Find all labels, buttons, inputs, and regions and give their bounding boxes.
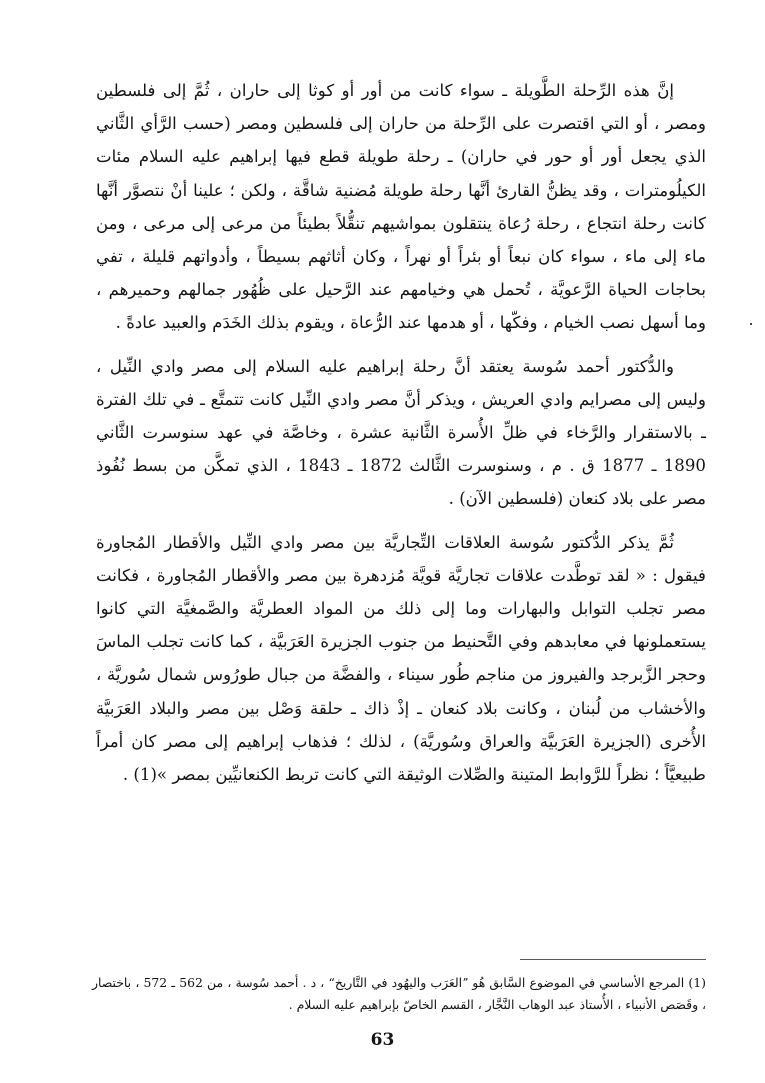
paragraph-1: إنَّ هذه الرِّحلة الطَّويلة ـ سواء كانت من أور أو كوثا إلى حاران ، ثُمَّ إلى فلسطين ومصر ، أو التي اقتصرت على الرِّحلة من حاران إلى فلسطين ومصر (حسب الرَّأي الثَّاني الذي يجعل أور أو حور في حاران) ـ رحلة طويلة قطع فيها إبراهيم عليه السلام مئات الكيلُومترات ، وقد يظنُّ القارئ أنَّها رحلة طويلة مُضنية شاقَّة ، ولكن ؛ علينا أنْ نتصوَّر أنَّها كانت رحلة انتجاع ، رحلة رُعاة ينتقلون بمواشيهم تنقُّلاً بطيئاً من مرعى إلى مرعى ، ومن ماء إلى ماء ، سواء كان نبعاً أو بئراً أو نهراً ، وكان أثاثهم بسيطاً ، وأدواتهم قليلة ، تفي بحاجات الحياة الرَّعويَّة ، تُحمل هي وخيامهم عند الرَّحيل على ظُهُور جمالهم وحميرهم ، وما أسهل نصب الخيام ، وفكّها ، أو هدمها عند الرُّعاة ، ويقوم بذلك الخَدَم والعبيد عادةً . bbox=[96, 81, 706, 333]
page-body bbox=[96, 74, 706, 791]
margin-dot bbox=[750, 323, 752, 325]
page-number: 63 bbox=[370, 1030, 395, 1050]
paragraph-3: ثُمَّ يذكر الدُّكتور سُوسة العلاقات التِّجاريَّة بين مصر وادي النِّيل والأقطار المُجاورة فيقول : « لقد توطَّدت علاقات تجاريَّة قويَّة مُزدهرة بين مصر والأقطار المُجاورة ، فكانت مصر تجلب التوابل والبهارات وما إلى ذلك من المواد العطريَّة والصَّمغيَّة التي كانوا يستعملونها في معابدهم وفي التَّحنيط من جنوب الجزيرة العَرَبيَّة ، كما كانت تجلب الماسَ وحجر الزَّبرجد والفيروز من مناجم طُور سيناء ، والفضَّة من جبال طورُوس شمال سُوريَّة ، والأخشاب من لُبنان ، وكانت بلاد كنعان ـ إذْ ذاك ـ حلقة وَصْل بين مصر والبلاد العَرَبيَّة الأُخرى (الجزيرة العَرَبيَّة والعراق وسُوريَّة) ، لذلك ؛ فذهاب إبراهيم إلى مصر كان أمراً طبيعيَّاً ؛ نظراً للرَّوابط المتينة والصِّلات الوثيقة التي كانت تربط الكنعانيِّين بمصر »(1) . bbox=[96, 532, 706, 785]
footnote: (1) المرجع الأساسي في الموضوع السَّابق هُو ˮالعَرَب واليهُود في التَّاريخ“ ، د . أحمد سُوسة ، من 562 ـ 572 ، باختصار ، وقَصَص الأنبياء ، الأُستاذ عبد الوهاب النَّجَّار ، القسم الخاصّ بإبراهيم عليه السلام . bbox=[92, 975, 706, 1012]
paragraph-2: والدُّكتور أحمد سُوسة يعتقد أنَّ رحلة إبراهيم عليه السلام إلى مصر وادي النِّيل ، وليس إلى مصرايم وادي العريش ، ويذكر أنَّ مصر وادي النِّيل كانت تتمتَّع ـ في تلك الفترة ـ بالاستقرار والرَّخاء في ظلِّ الأُسرة الثَّانية عشرة ، وخاصَّة في عهد سنوسرت الثَّاني 1890 ـ 1877 ق . م ، وسنوسرت الثَّالث 1872 ـ 1843 ، الذي تمكَّن من بسط نُفُوذ مصر على بلاد كنعان (فلسطين الآن) . bbox=[96, 356, 706, 509]
footnote-divider bbox=[520, 959, 706, 960]
